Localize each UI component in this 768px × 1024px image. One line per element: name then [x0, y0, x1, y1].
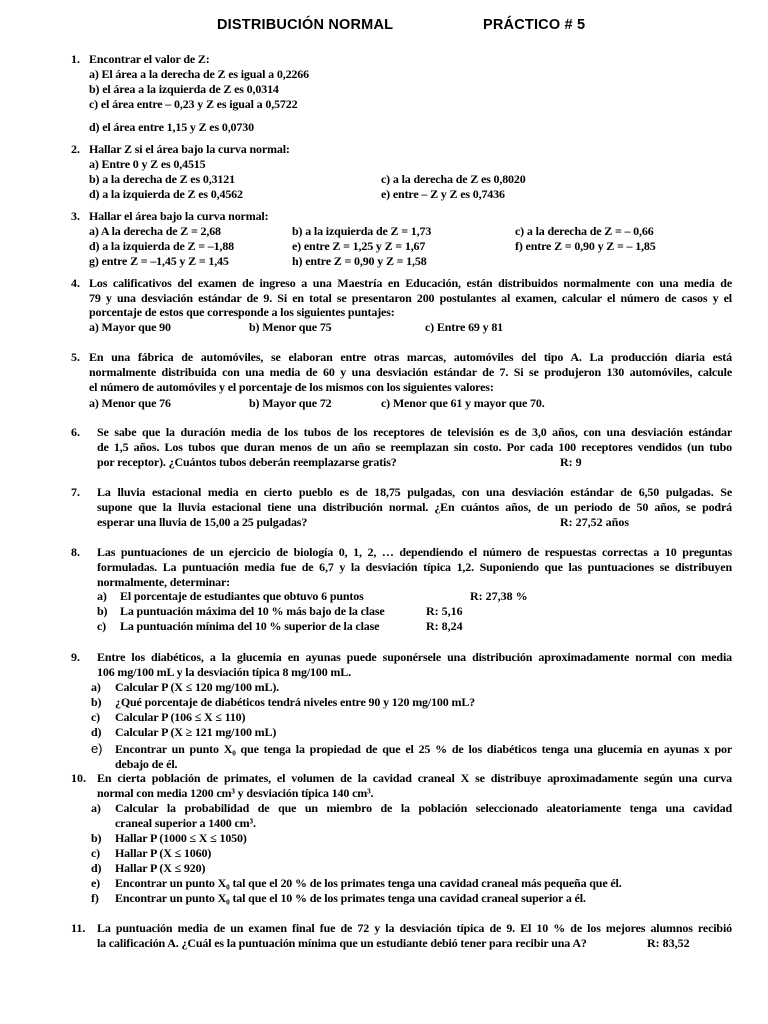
problem-9-letter-b: b)	[91, 695, 102, 709]
problem-3-item-g: g) entre Z = –1,45 y Z = 1,45	[89, 254, 229, 268]
problem-9-number: 9.	[71, 650, 80, 664]
problem-2-item-c: c) a la derecha de Z es 0,8020	[381, 172, 526, 186]
problem-10-letter-d: d)	[91, 861, 102, 875]
problem-4-number: 4.	[71, 276, 80, 290]
problem-8-item-b: La puntuación máxima del 10 % más bajo de la clase	[120, 604, 385, 618]
problem-9-letter-a: a)	[91, 680, 101, 694]
problem-9-item-b: ¿Qué porcentaje de diabéticos tendrá niveles entre 90 y 120 mg/100 mL?	[115, 695, 476, 709]
problem-8-answer-b: R: 5,16	[426, 604, 463, 618]
problem-10-letter-a: a)	[91, 801, 101, 815]
problem-8-answer-c: R: 8,24	[426, 619, 463, 633]
problem-4-line-3: porcentaje de estos que corresponde a los siguientes puntajes:	[89, 305, 395, 319]
problem-5-item-a: a) Menor que 76	[89, 396, 171, 410]
problem-9-line-2: 106 mg/100 mL y la desviación típica 8 mg/100 mL.	[97, 665, 351, 679]
problem-6-line-2: de 1,5 años. Los tubos que duran menos de un año se reemplazan sin costo. Por cada 100 receptores vendidos (un tubo	[97, 440, 732, 454]
problem-4-line-1: Los calificativos del examen de ingreso a una Maestría en Educación, están distribuidos normalmente con una media de	[89, 276, 732, 290]
problem-10-letter-b: b)	[91, 831, 102, 845]
problem-5-item-b: b) Mayor que 72	[249, 396, 332, 410]
problem-3-item-f: f) entre Z = 0,90 y Z = – 1,85	[515, 239, 656, 253]
problem-9-item-a: Calcular P (X ≤ 120 mg/100 mL).	[115, 680, 280, 694]
problem-8-line-3: normalmente, determinar:	[97, 575, 231, 589]
problem-9-letter-c: c)	[91, 710, 101, 724]
problem-10-item-a-line-1: Calcular la probabilidad de que un miembro de la población seleccionado aleatoriamente tenga una cavidad	[115, 801, 732, 815]
problem-11-line-2: la calificación A. ¿Cuál es la puntuación mínima que un estudiante debió tener para recibir una A?	[97, 936, 587, 950]
problem-1-item-b: b) el área a la izquierda de Z es 0,0314	[89, 82, 279, 96]
problem-8-line-1: Las puntuaciones de un ejercicio de biología 0, 1, 2, … dependiendo el número de respuestas correctas a 10 preguntas	[97, 545, 732, 559]
problem-2-item-b: b) a la derecha de Z es 0,3121	[89, 172, 235, 186]
problem-7-line-3: esperar una lluvia de 15,00 a 25 pulgadas?	[97, 515, 308, 529]
problem-5-number: 5.	[71, 350, 80, 364]
problem-8-letter-a: a)	[97, 589, 107, 603]
problem-1-number: 1.	[71, 52, 80, 66]
problem-2-title: Hallar Z si el área bajo la curva normal:	[89, 142, 290, 156]
problem-10-item-a-line-2: craneal superior a 1400 cm³.	[115, 816, 256, 830]
problem-7-answer: R: 27,52 años	[560, 515, 630, 529]
problem-3-item-a: a) A la derecha de Z = 2,68	[89, 224, 221, 238]
problem-8-letter-c: c)	[97, 619, 107, 633]
problem-4-line-2: 79 y una desviación estándar de 9. Si en total se presentaron 200 postulantes al examen, calcular el número de casos y el	[89, 291, 732, 305]
problem-5-line-1: En una fábrica de automóviles, se elaboran entre otras marcas, automóviles del tipo A. La producción diaria está	[89, 350, 732, 364]
problem-4-item-b: b) Menor que 75	[249, 320, 332, 334]
problem-7-line-1: La lluvia estacional media en cierto pueblo es de 18,75 pulgadas, con una desviación estándar de 6,50 pulgadas. Se	[97, 485, 732, 499]
problem-1-title: Encontrar el valor de Z:	[89, 52, 210, 66]
problem-4-item-a: a) Mayor que 90	[89, 320, 171, 334]
problem-9-letter-d: d)	[91, 725, 102, 739]
problem-6-answer: R: 9	[560, 455, 582, 469]
problem-10-item-b: Hallar P (1000 ≤ X ≤ 1050)	[115, 831, 247, 845]
problem-3-item-b: b) a la izquierda de Z = 1,73	[292, 224, 432, 238]
problem-4-item-c: c) Entre 69 y 81	[425, 320, 504, 334]
problem-5-line-2: normalmente distribuida con una media de 60 y una desviación estándar de 7. Si se produjeron 130 automóviles, calcule	[89, 365, 732, 379]
problem-9-item-e-line-2: debajo de él.	[115, 757, 178, 771]
problem-9-item-d: Calcular P (X ≥ 121 mg/100 mL)	[115, 725, 277, 739]
problem-9-letter-e: e)	[91, 741, 103, 756]
problem-2-number: 2.	[71, 142, 80, 156]
problem-10-item-c: Hallar P (X ≤ 1060)	[115, 846, 212, 860]
problem-3-title: Hallar el área bajo la curva normal:	[89, 209, 269, 223]
problem-10-line-2: normal con media 1200 cm³ y desviación típica 140 cm³.	[97, 786, 374, 800]
problem-10-item-d: Hallar P (X ≤ 920)	[115, 861, 206, 875]
page-title: DISTRIBUCIÓN NORMAL	[217, 17, 394, 33]
problem-2-item-a: a) Entre 0 y Z es 0,4515	[89, 157, 206, 171]
problem-10-item-f: Encontrar un punto X₀ tal que el 10 % de los primates tenga una cavidad craneal superior a él.	[115, 891, 586, 905]
problem-8-line-2: formuladas. La puntuación media fue de 6,7 y la desviación típica 1,2. Suponiendo que las puntuaciones se distribuyen	[97, 560, 732, 574]
problem-3-item-d: d) a la izquierda de Z = –1,88	[89, 239, 235, 253]
problem-9-item-c: Calcular P (106 ≤ X ≤ 110)	[115, 710, 246, 724]
problem-8-item-a: El porcentaje de estudiantes que obtuvo 6 puntos	[120, 589, 364, 603]
problem-6-line-3: por receptor). ¿Cuántos tubos deberán reemplazarse gratis?	[97, 455, 397, 469]
problem-2-item-e: e) entre – Z y Z es 0,7436	[381, 187, 505, 201]
problem-10-item-e: Encontrar un punto X₀ tal que el 20 % de los primates tenga una cavidad craneal más pequeña que él.	[115, 876, 622, 890]
problem-5-line-3: el número de automóviles y el porcentaje de los mismos con los siguientes valores:	[89, 380, 494, 394]
problem-11-number: 11.	[71, 921, 86, 935]
problem-8-number: 8.	[71, 545, 80, 559]
problem-9-item-e-line-1: Encontrar un punto X₀ que tenga la propiedad de que el 25 % de los diabéticos tenga una glucemia en ayunas x por	[115, 742, 732, 756]
problem-3-number: 3.	[71, 209, 80, 223]
problem-6-line-1: Se sabe que la duración media de los tubos de los receptores de televisión es de 3,0 años, con una desviación estándar	[97, 425, 732, 439]
problem-7-line-2: supone que la lluvia estacional tiene una distribución normal. ¿En cuántos años, de un periodo de 50 años, se podrá	[97, 500, 732, 514]
problem-7-number: 7.	[71, 485, 80, 499]
problem-11-answer: R: 83,52	[647, 936, 690, 950]
problem-3-item-h: h) entre Z = 0,90 y Z = 1,58	[292, 254, 427, 268]
problem-1-item-c: c) el área entre – 0,23 y Z es igual a 0,5722	[89, 97, 298, 111]
problem-10-number: 10.	[71, 771, 86, 785]
problem-8-item-c: La puntuación mínima del 10 % superior de la clase	[120, 619, 380, 633]
problem-3-item-e: e) entre Z = 1,25 y Z = 1,67	[292, 239, 426, 253]
problem-10-line-1: En cierta población de primates, el volumen de la cavidad craneal X se distribuye aproximadamente según una curva	[97, 771, 732, 785]
problem-10-letter-f: f)	[91, 891, 99, 905]
problem-2-item-d: d) a la izquierda de Z es 0,4562	[89, 187, 243, 201]
problem-3-item-c: c) a la derecha de Z = – 0,66	[515, 224, 654, 238]
problem-1-item-d: d) el área entre 1,15 y Z es 0,0730	[89, 120, 254, 134]
problem-9-line-1: Entre los diabéticos, a la glucemia en ayunas puede suponérsele una distribución aproximadamente normal con media	[97, 650, 732, 664]
problem-8-answer-a: R: 27,38 %	[470, 589, 528, 603]
problem-11-line-1: La puntuación media de un examen final fue de 72 y la desviación típica de 9. El 10 % de los mejores alumnos recibió	[97, 921, 732, 935]
problem-6-number: 6.	[71, 425, 80, 439]
problem-5-item-c: c) Menor que 61 y mayor que 70.	[381, 396, 545, 410]
problem-10-letter-c: c)	[91, 846, 101, 860]
problem-10-letter-e: e)	[91, 876, 101, 890]
problem-1-item-a: a) El área a la derecha de Z es igual a 0,2266	[89, 67, 309, 81]
practice-number: PRÁCTICO # 5	[483, 17, 586, 33]
problem-8-letter-b: b)	[97, 604, 108, 618]
